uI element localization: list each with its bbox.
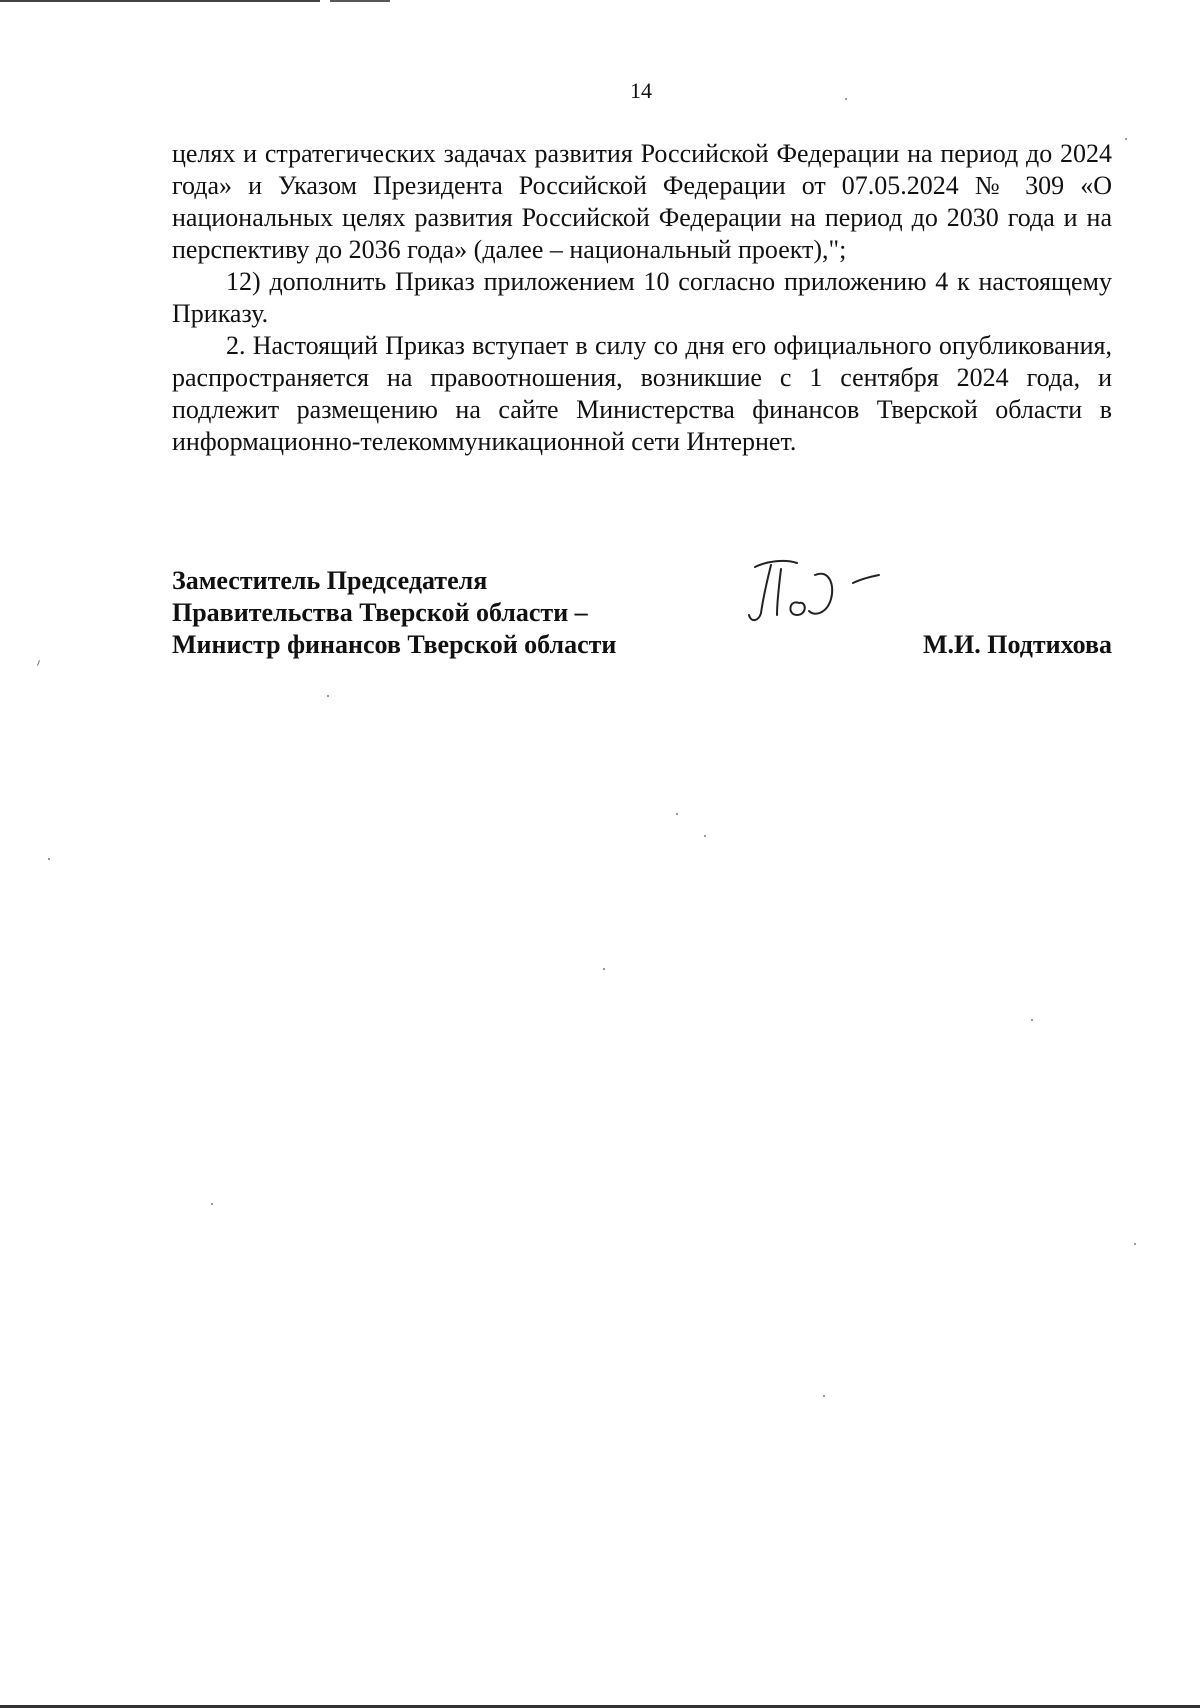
paragraph-continuation: целях и стратегических задачах развития Российской Федерации на период до 2024 года» и Указом Президента Российской Федерации от 07.05.2024 № 309 «О национальных целях развития Российской Федерации на период до 2030 года и на перспективу до 2036 года» (далее – национальный проект),";	[172, 139, 1112, 264]
scan-speck	[823, 1395, 825, 1397]
scan-speck	[1125, 138, 1127, 140]
scan-speck	[676, 813, 678, 815]
scan-speck	[48, 858, 50, 860]
list-item-12: 12) дополнить Приказ приложением 10 согласно приложению 4 к настоящему Приказу.	[172, 267, 1112, 328]
scan-edge-artifact	[330, 0, 390, 2]
page-number: 14	[630, 78, 652, 103]
signer-title-line: Правительства Тверской области –	[172, 598, 588, 627]
scan-speck	[1134, 1243, 1136, 1245]
signer-title-line: Заместитель Председателя	[172, 566, 488, 595]
scan-speck	[327, 695, 329, 697]
scan-speck	[1031, 1019, 1033, 1021]
signature-block	[172, 565, 1112, 675]
scan-speck	[704, 835, 706, 837]
signer-title-line: Министр финансов Тверской области	[172, 630, 617, 659]
signer-name: М.И. Подтихова	[922, 630, 1112, 659]
scan-speck	[37, 660, 40, 666]
signer-title	[172, 565, 692, 661]
section-item-2: 2. Настоящий Приказ вступает в силу со дня его официального опубликования, распространяется на правоотношения, возникшие с 1 сентября 2024 года, и подлежит размещению на сайте Министерства финансов Тверской области в информационно-телекоммуникационной сети Интернет.	[172, 331, 1112, 456]
scan-speck	[211, 1203, 213, 1205]
handwritten-signature	[737, 555, 887, 635]
scan-speck	[603, 968, 605, 970]
scan-edge-artifact	[0, 0, 320, 2]
document-body	[172, 138, 1112, 458]
